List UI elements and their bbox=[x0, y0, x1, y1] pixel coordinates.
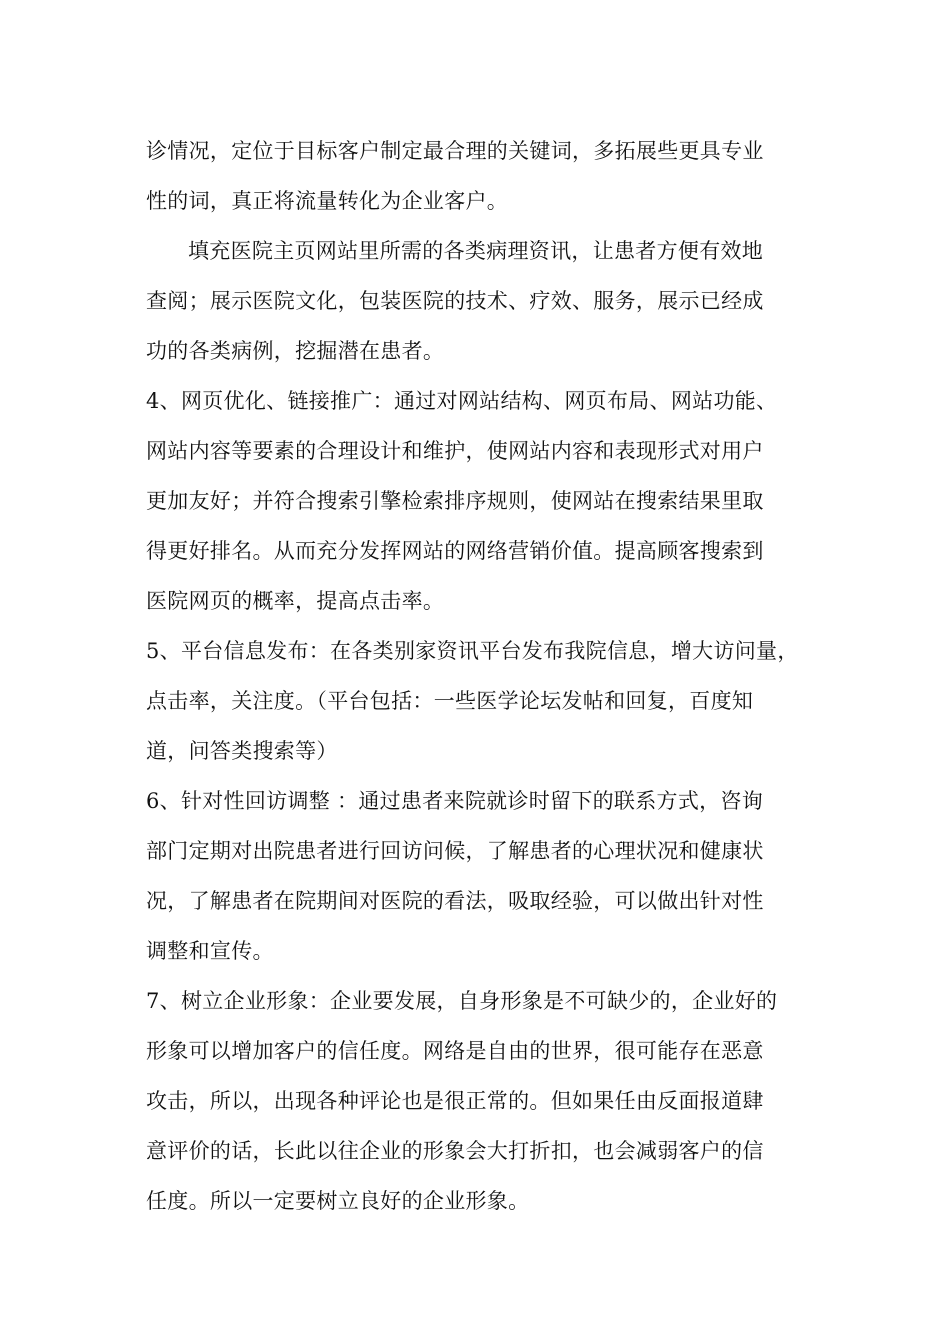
text-line: 更加友好；并符合搜索引擎检索排序规则，使网站在搜索结果里取 bbox=[146, 489, 764, 513]
section-heading-4: 4、网页优化、链接推广：通过对网站结构、网页布局、网站功能、 bbox=[146, 389, 778, 413]
text-line: 查阅；展示医院文化，包装医院的技术、疗效、服务，展示已经成 bbox=[146, 289, 764, 313]
text-line: 医院网页的概率，提高点击率。 bbox=[146, 589, 445, 613]
text-line: 部门定期对出院患者进行回访问候，了解患者的心理状况和健康状 bbox=[146, 839, 764, 863]
text-line: 诊情况，定位于目标客户制定最合理的关键词，多拓展些更具专业 bbox=[146, 139, 764, 163]
text-line: 攻击，所以，出现各种评论也是很正常的。但如果任由反面报道肆 bbox=[146, 1089, 764, 1113]
section-heading-7: 7、树立企业形象：企业要发展，自身形象是不可缺少的，企业好的 bbox=[146, 989, 778, 1013]
text-line: 调整和宣传。 bbox=[146, 939, 274, 963]
document-body bbox=[146, 126, 826, 1226]
text-line: 功的各类病例，挖掘潜在患者。 bbox=[146, 339, 445, 363]
text-line: 网站内容等要素的合理设计和维护，使网站内容和表现形式对用户 bbox=[146, 439, 764, 463]
text-line: 任度。所以一定要树立良好的企业形象。 bbox=[146, 1189, 530, 1213]
section-heading-5: 5、平台信息发布：在各类别家资讯平台发布我院信息，增大访问量， bbox=[146, 639, 799, 663]
text-line: 点击率，关注度。（平台包括：一些医学论坛发帖和回复，百度知 bbox=[146, 689, 754, 713]
section-heading-6: 6、针对性回访调整 ：通过患者来院就诊时留下的联系方式，咨询 bbox=[146, 789, 764, 813]
text-line: 形象可以增加客户的信任度。网络是自由的世界，很可能存在恶意 bbox=[146, 1039, 764, 1063]
text-line: 况，了解患者在院期间对医院的看法，吸取经验，可以做出针对性 bbox=[146, 889, 764, 913]
text-line: 性的词，真正将流量转化为企业客户。 bbox=[146, 189, 509, 213]
text-line: 道，问答类搜索等） bbox=[146, 739, 338, 763]
text-line: 得更好排名。从而充分发挥网站的网络营销价值。提高顾客搜索到 bbox=[146, 539, 764, 563]
paragraph-first-line: 填充医院主页网站里所需的各类病理资讯，让患者方便有效地 bbox=[188, 239, 764, 263]
text-line: 意评价的话，长此以往企业的形象会大打折扣，也会减弱客户的信 bbox=[146, 1139, 764, 1163]
